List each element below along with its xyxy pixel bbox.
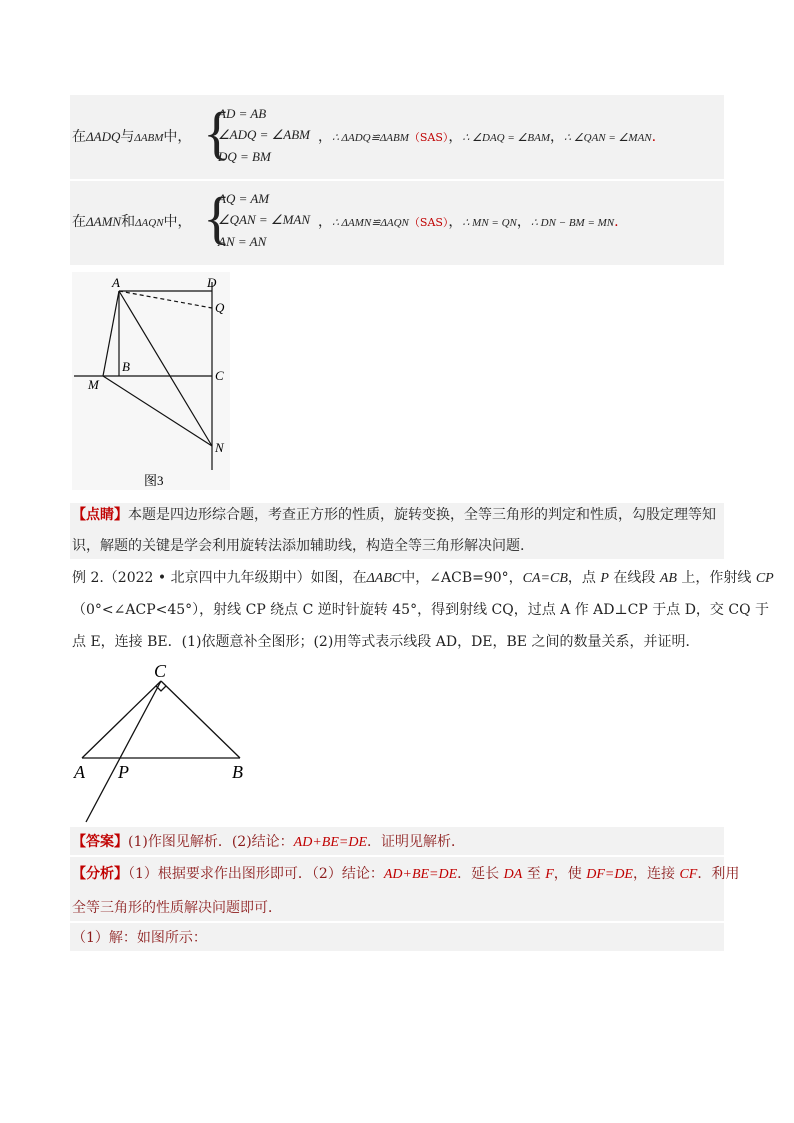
block2-eq3: AN = AN [218,234,267,249]
block1-conclusion: ，∴ ΔADQ≌ΔABM（SAS），∴ ∠DAQ = ∠BAM，∴ ∠QAN = ∠MAN. [318,129,657,145]
label-D: D [207,275,217,290]
label-P: P [118,762,129,782]
segment-AC [82,681,161,758]
block1-intro: 在ΔADQ与ΔABM中， [72,129,192,145]
segment-CB [161,681,240,758]
triangle-diagram [66,658,256,824]
block2-eq1: AQ = AM [218,191,270,206]
answer-line: 【答案】(1)作图见解析．(2)结论：AD+BE=DE．证明见解析． [72,834,465,850]
block2-eq2: ∠QAN = ∠MAN [218,212,311,227]
label-Q: Q [215,300,225,315]
label-M: M [88,377,99,392]
solution-line: （1）解：如图所示： [72,930,207,946]
label-N: N [215,440,224,455]
example2-line1: 例 2.（2022 • 北京四中九年级期中）如图，在ΔABC中，∠ACB=90°，CA=CB，点 P 在线段 AB 上，作射线 CP [72,570,774,586]
label-B: B [232,762,243,782]
block1-eq2: ∠ADQ = ∠ABM [218,127,311,142]
block1-brace: { [203,100,231,165]
label-C: C [215,368,224,383]
label-B: B [122,359,130,374]
example2-line3: 点 E，连接 BE．(1)依题意补全图形；(2)用等式表示线段 AD，DE，BE 之间的数量关系，并证明． [72,634,700,650]
analysis-line2: 全等三角形的性质解决问题即可． [72,900,282,916]
block1-eq3: DQ = BM [218,149,271,164]
dianjing-line1: 【点睛】本题是四边形综合题，考查正方形的性质，旋转变换，全等三角形的判定和性质，勾股定理等知 [72,507,716,523]
label-A: A [74,762,85,782]
figure3-diagram [72,272,230,490]
example2-line2: （0°<∠ACP<45°），射线 CP 绕点 C 逆时针旋转 45°，得到射线 CQ，过点 A 作 AD⊥CP 于点 D，交 CQ 于 [72,602,770,618]
figure3-caption: 图3 [144,473,164,488]
block2-conclusion: ，∴ ΔAMN≌ΔAQN（SAS），∴ MN = QN，∴ DN − BM = MN. [318,214,619,230]
analysis-line1: 【分析】（1）根据要求作出图形即可．（2）结论：AD+BE=DE．延长 DA 至 F，使 DF=DE，连接 CF．利用 [72,866,740,882]
label-A: A [112,275,120,290]
ray-CP [86,681,161,822]
block2-intro: 在ΔAMN和ΔAQN中， [72,214,192,230]
block1-eq1: AD = AB [218,106,267,121]
block2-brace: { [203,185,231,250]
label-C: C [154,661,167,681]
dianjing-line2: 识，解题的关键是学会利用旋转法添加辅助线，构造全等三角形解决问题. [72,538,525,554]
